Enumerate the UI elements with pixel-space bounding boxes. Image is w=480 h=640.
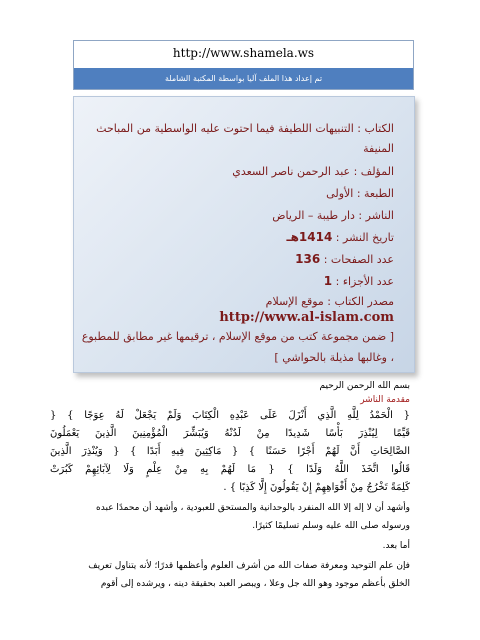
parts-count-label: عدد الأجزاء :	[335, 275, 394, 288]
verse-line: قَيِّمًا لِيُنْذِرَ بَأْسًا شَدِيدًا مِنْ لَدُنْهُ وَيُبَشِّرَ الْمُؤْمِنِينَ الَّذِينَ يَعْمَلُونَ	[50, 428, 410, 439]
book-title: الكتاب : التنبيهات اللطيفة فيما احتوت عليه الواسطية من المباحث المنيفة	[96, 122, 394, 155]
verse-line: كَلِمَةً تَخْرُجُ مِنْ أَفْوَاهِهِمْ إِنْ يَقُولُونَ إِلَّا كَذِبًا } .	[223, 482, 410, 493]
page-count-value: 136	[295, 252, 321, 266]
verse-line: { الْحَمْدُ لِلَّهِ الَّذِي أَنْزَلَ عَلَى عَبْدِهِ الْكِتَابَ وَلَمْ يَجْعَلْ لَهُ عِوَجًا } {	[50, 410, 410, 421]
publication-date-value: 1414هـ	[286, 230, 333, 244]
paragraph-line: فإن علم التوحيد ومعرفة صفات الله من أشرف العلوم وأعظمها قدرًا؛ لأنه يتناول تعريف	[88, 561, 410, 571]
book-info-box	[73, 96, 415, 373]
note-line-2: ، وغالبها مذيلة بالحواشي ]	[274, 351, 394, 364]
paragraph-line: الخلق بأعظم موجود وهو الله جل وعلا ، ويبصر العبد بحقيقة دينه ، ويرشده إلى أقوم	[100, 579, 410, 589]
parts-count-value: 1	[323, 274, 333, 288]
book-source: مصدر الكتاب : موقع الإسلام	[265, 295, 394, 308]
verse-line: قَالُوا اتَّخَذَ اللَّهُ وَلَدًا } { مَا لَهُمْ بِهِ مِنْ عِلْمٍ وَلَا لِآبَائِهِمْ كَبُرَتْ	[50, 464, 410, 475]
publication-date-label: تاريخ النشر :	[335, 231, 394, 244]
publication-date	[86, 230, 394, 244]
note-line-1: [ ضمن مجموعة كتب من موقع الإسلام ، ترقيمها غير مطابق للمطبوع	[81, 330, 394, 343]
page-count-label: عدد الصفحات :	[323, 253, 394, 266]
header-box	[73, 40, 414, 90]
amma-baad: أما بعد.	[382, 541, 410, 551]
basmala: بسم الله الرحمن الرحيم	[319, 381, 410, 391]
book-author: المؤلف : عبد الرحمن ناصر السعدي	[232, 165, 394, 178]
header-credit: تم إعداد هذا الملف آليا بواسطة المكتبة الشاملة	[74, 68, 413, 89]
book-publisher: الناشر : دار طيبة – الرياض	[272, 209, 394, 222]
shamela-url[interactable]: http://www.shamela.ws	[172, 46, 315, 60]
book-edition: الطبعة : الأولى	[326, 187, 394, 200]
page-count	[86, 252, 394, 266]
source-url[interactable]: http://www.al-islam.com	[219, 310, 394, 325]
paragraph-line: ورسوله صلى الله عليه وسلم تسليمًا كثيرًا.	[252, 521, 410, 531]
intro-heading: مقدمة الناشر	[360, 395, 410, 405]
parts-count	[86, 274, 394, 288]
verse-line: الصَّالِحَاتِ أَنَّ لَهُمْ أَجْرًا حَسَنًا } { مَاكِثِينَ فِيهِ أَبَدًا } { وَيُنْذِرَ الَّذِينَ	[50, 446, 410, 457]
paragraph-line: وأشهد أن لا إله إلا الله المنفرد بالوحدانية والمستحق للعبودية ، وأشهد أن محمدًا عبده	[96, 503, 410, 513]
